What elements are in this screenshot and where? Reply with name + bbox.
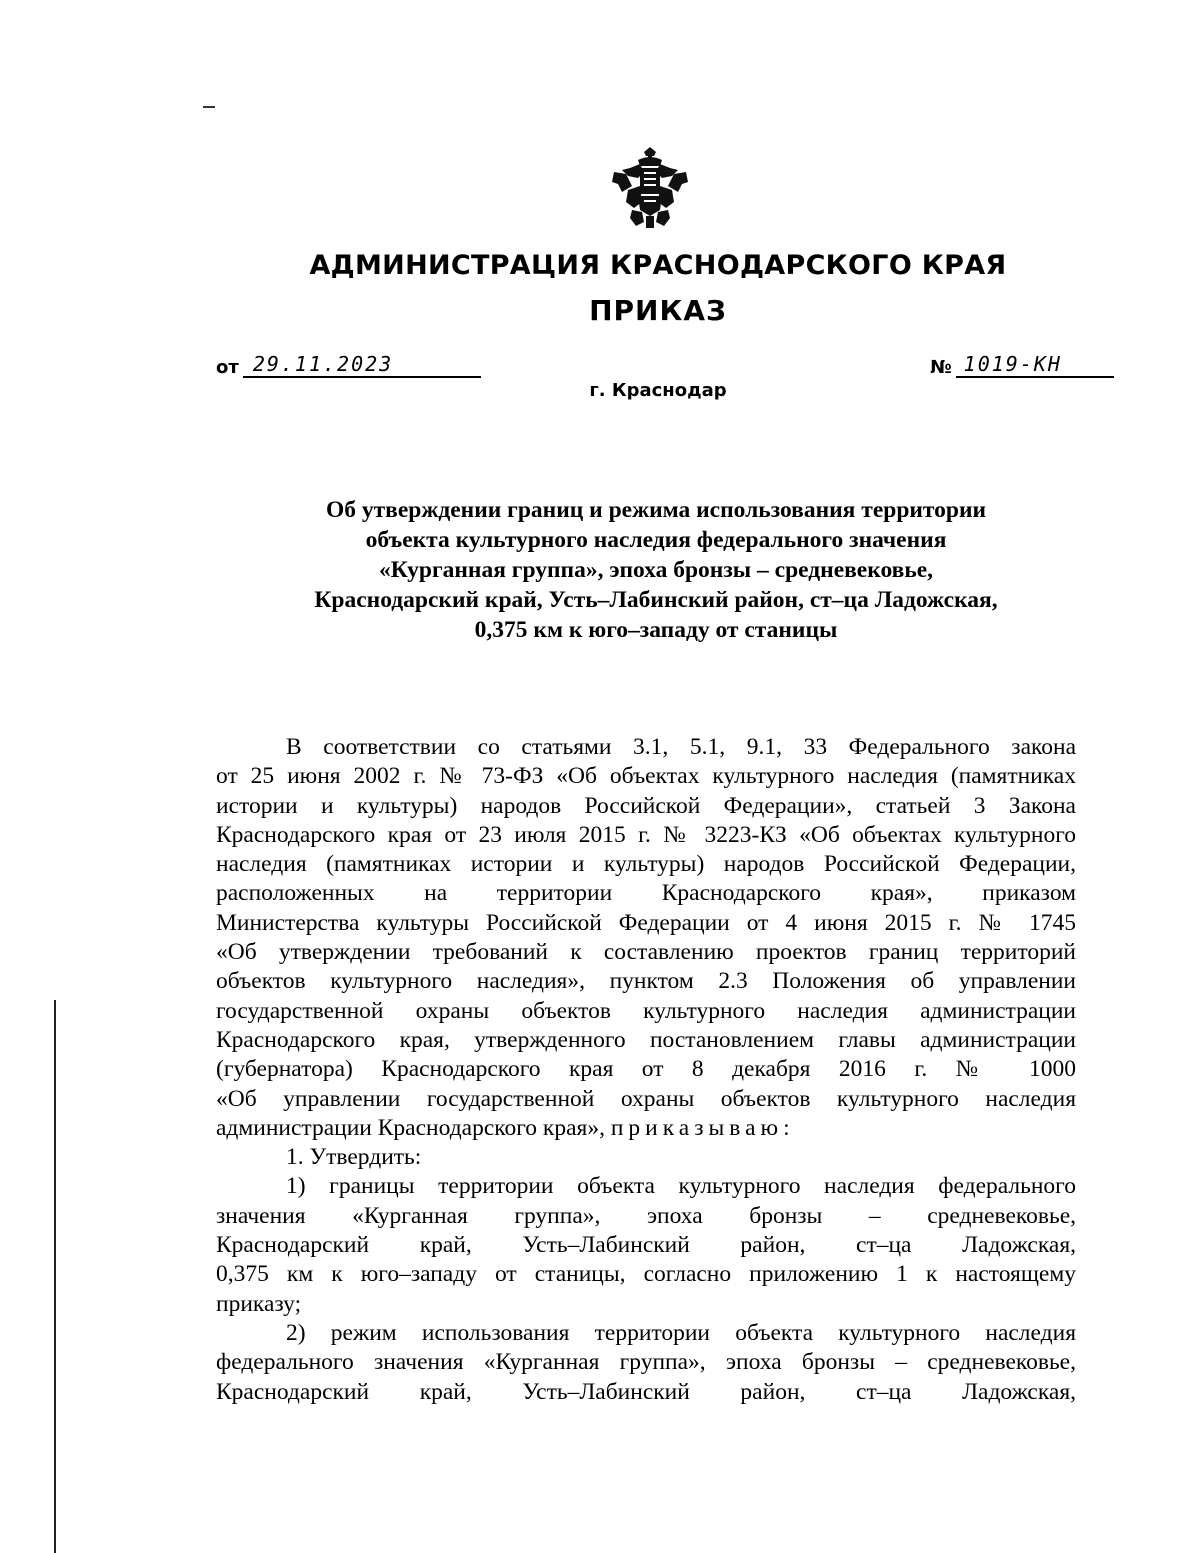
body-line: от 25 июня 2002 г. № 73-ФЗ «Об объектах культурного наследия (памятниках (216, 763, 1076, 790)
body-line: (губернатора) Краснодарского края от 8 декабря 2016 г. № 1000 (216, 1056, 1076, 1083)
heading-line: 0,375 км к юго–западу от станицы (474, 617, 838, 643)
date-value: 29.11.2023 (243, 352, 481, 378)
document-number-value: 1019-КН (956, 352, 1114, 378)
sub-item-2-line: Краснодарский край, Усть–Лабинский район, ст–ца Ладожская, (216, 1378, 1076, 1405)
heading-line: Об утверждении границ и режима использования территории (325, 497, 987, 523)
sub-item-1-line: приказу; (216, 1290, 302, 1317)
organization-title: АДМИНИСТРАЦИЯ КРАСНОДАРСКОГО КРАЯ (309, 250, 1007, 281)
sub-item-1-line: 0,375 км к юго–западу от станицы, согласно приложению 1 к настоящему (216, 1261, 1076, 1288)
body-line: В соответствии со статьями 3.1, 5.1, 9.1, 33 Федерального закона (286, 734, 1076, 760)
body-line: Министерства культуры Российской Федерации от 4 июня 2015 г. № 1745 (216, 909, 1076, 936)
body-line: наследия (памятниках истории и культуры) народов Российской Федерации, (216, 851, 1076, 878)
body-line: «Об утверждении требований к составлению проектов границ территорий (216, 939, 1076, 966)
body-line: государственной охраны объектов культурного наследия администрации (216, 997, 1076, 1024)
body-line: расположенных на территории Краснодарского края», приказом (216, 880, 1076, 907)
order-word: приказываю: (610, 1114, 795, 1141)
body-line: Краснодарского края от 23 июля 2015 г. № 3223-КЗ «Об объектах культурного (216, 821, 1076, 848)
number-prefix: № (930, 357, 952, 378)
document-body (216, 733, 1076, 1407)
document-number-field (930, 352, 1114, 378)
coat-of-arms-icon (608, 146, 692, 230)
document-type: ПРИКАЗ (589, 294, 727, 327)
sub-item-1-line: Краснодарский край, Усть–Лабинский район, ст–ца Ладожская, (216, 1232, 1076, 1259)
item-1: 1. Утвердить: (286, 1144, 422, 1171)
sub-item-1-line: 1) границы территории объекта культурного наследия федерального (286, 1173, 1076, 1200)
body-line-text: администрации Краснодарского края», (216, 1114, 605, 1141)
document-heading (216, 495, 1096, 645)
body-line (216, 1114, 1076, 1143)
city-line: г. Краснодар (589, 380, 727, 401)
sub-item-2-line: 2) режим использования территории объекта культурного наследия (286, 1319, 1076, 1346)
heading-line: Краснодарский край, Усть–Лабинский район, ст–ца Ладожская, (314, 587, 998, 613)
heading-line: «Курганная группа», эпоха бронзы – средневековье, (378, 557, 934, 583)
body-line: объектов культурного наследия», пунктом 2.3 Положения об управлении (216, 968, 1076, 995)
body-line: истории и культуры) народов Российской Федерации», статьей 3 Закона (216, 792, 1076, 819)
scan-edge-line (54, 1000, 56, 1553)
date-prefix: от (216, 357, 239, 378)
date-field (216, 352, 481, 378)
sub-item-2-line: федерального значения «Курганная группа», эпоха бронзы – средневековье, (216, 1349, 1076, 1376)
body-line: Краснодарского края, утвержденного постановлением главы администрации (216, 1026, 1076, 1053)
body-line: «Об управлении государственной охраны объектов культурного наследия (216, 1085, 1076, 1112)
heading-line: объекта культурного наследия федерального значения (365, 527, 947, 553)
scan-mark (203, 106, 215, 108)
sub-item-1-line: значения «Курганная группа», эпоха бронзы – средневековье, (216, 1202, 1076, 1229)
